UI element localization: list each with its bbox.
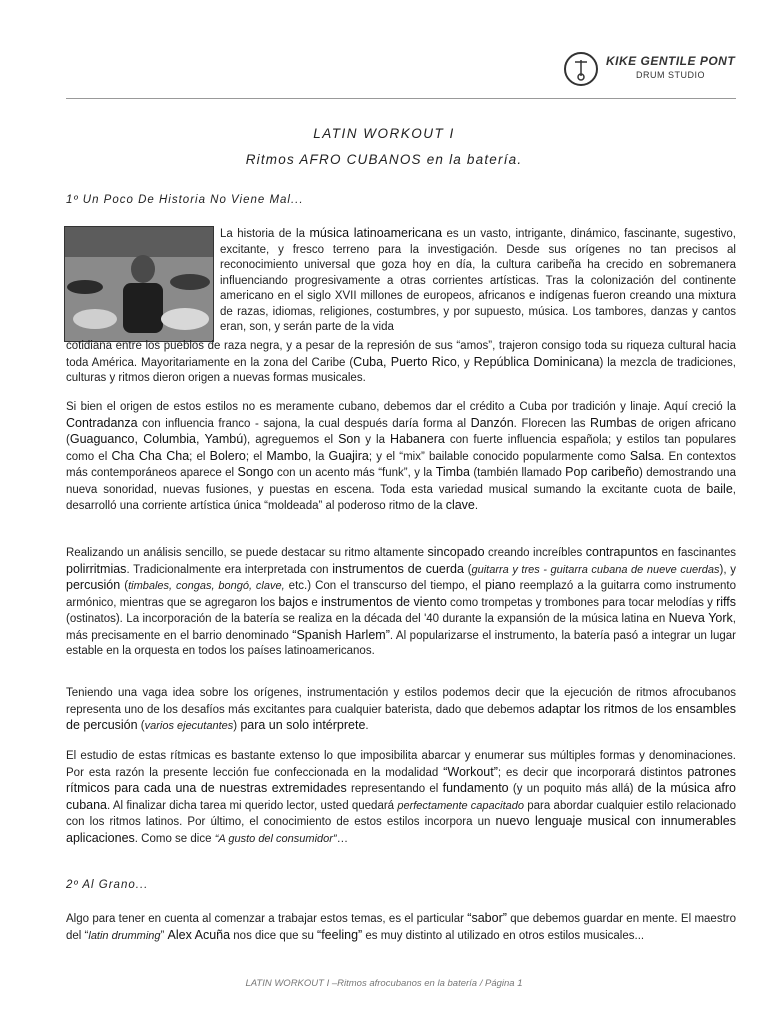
text-run: cotidiana entre los pueblos de raza negra, y a pesar de la represión de sus “amos”, trajeron consigo toda su riqueza cultural hacia toda América. Mayoritariamente en la zona del Caribe ( (66, 340, 736, 369)
italic-term: “A gusto del consumidor” (214, 832, 337, 845)
emphasis-term: Contradanza (66, 415, 138, 430)
emphasis-term: Danzón (470, 415, 514, 430)
text-run: , la (308, 450, 329, 463)
paragraph-challenge (66, 686, 736, 735)
text-run: ), y (719, 563, 736, 576)
page-title: LATIN WORKOUT I (313, 126, 455, 141)
italic-term: guitarra y tres - guitarra cubana de nueve cuerdas (471, 563, 720, 576)
text-run: ; es decir que incorporará distintos (497, 766, 688, 779)
emphasis-term: instrumentos de viento (321, 594, 447, 609)
text-run: ( (137, 720, 145, 732)
text-run: ( (463, 563, 472, 576)
text-run: . En contextos más contemporáneos aparece el (66, 450, 736, 479)
emphasis-term: Mambo (266, 448, 309, 463)
text-run: . Al finalizar dicha tarea mi querido lector, usted quedará (107, 799, 398, 812)
text-run: e (308, 596, 322, 609)
text-run: con influencia franco - sajona, la cual después daría forma al (137, 417, 471, 430)
drummer-logo-icon (564, 52, 598, 86)
text-run: El estudio de estas rítmicas es bastante extenso lo que imposibilita abarcar y enumerar sus múltiples formas y denominaciones. Por esta razón la presente lección fue confeccionada en la modalidad (66, 750, 736, 779)
emphasis-term: Nueva York (668, 611, 733, 625)
drummer-photo (64, 226, 214, 342)
text-run: ) la mezcla de tradiciones, culturas y ritmos dieron origen a nuevas formas musicales. (66, 356, 736, 384)
emphasis-term: música latinoamericana (309, 226, 443, 240)
emphasis-term: ensambles de percusión (66, 701, 736, 732)
text-run: con fuerte influencia española; y estilos tan populares como el (66, 434, 736, 463)
text-run: , desarrolló una corriente artística única “moldeada” al poderoso ritmo de la (66, 483, 736, 512)
emphasis-term: instrumentos de cuerda (332, 561, 464, 576)
text-run: Si bien el origen de estos estilos no es meramente cubano, debemos dar el crédito a Cuba por tradición y linaje. Aquí creció la (66, 401, 736, 413)
text-run: ) demostrando una nueva sonoridad, nuevas fusiones, y puestas en escena. Toda esta variedad musical sumando la excitante cuota de (66, 467, 736, 496)
emphasis-term: Songo (237, 465, 274, 479)
emphasis-term: Rumbas (590, 415, 637, 430)
italic-term: timbales, congas, bongó, clave, (128, 580, 285, 592)
text-run: . (474, 500, 479, 512)
emphasis-term: Guajira (328, 448, 369, 463)
text-run: . Florecen las (513, 417, 591, 430)
text-run: es muy distinto al utilizado en otros estilos musicales... (362, 929, 645, 942)
text-run: . Como se dice (134, 832, 215, 845)
text-run: ), agreguemos el (243, 434, 339, 446)
emphasis-term: Alex Acuña (167, 927, 231, 942)
text-run: creando increíbles (484, 547, 586, 559)
emphasis-term: Habanera (389, 432, 445, 446)
italic-term: varios ejecutantes (144, 720, 234, 732)
text-run: (ostinatos). La incorporación de la batería se realiza en la década del '40 durante la expansión de la música latina en (66, 613, 669, 625)
text-run: ; el (189, 450, 210, 463)
emphasis-term: República Dominicana (473, 354, 600, 369)
text-run: reemplazó a la guitarra como instrumento armónico, mientras que se agregaron los (66, 580, 736, 609)
emphasis-term: Timba (435, 465, 470, 479)
text-run: nos dice que su (230, 929, 318, 942)
logo-title: KIKE GENTILE PONT (606, 54, 736, 68)
section-heading-1: 1º Un Poco De Historia No Viene Mal... (66, 194, 304, 206)
text-run: Algo para tener en cuenta al comenzar a trabajar estos temas, es el particular (66, 913, 468, 925)
logo-subtitle: DRUM STUDIO (636, 70, 705, 80)
emphasis-term: Salsa (629, 448, 662, 463)
text-run: . (365, 720, 369, 732)
italic-term: latin drumming (88, 929, 161, 942)
paragraph-analysis (66, 545, 736, 660)
text-run: , y (456, 356, 474, 369)
emphasis-term: piano (485, 578, 516, 592)
emphasis-term: Cha Cha Cha (111, 448, 190, 463)
emphasis-term: nuevo lenguaje musical con innumerables aplicaciones (66, 814, 736, 845)
emphasis-term: para un solo intérprete (240, 718, 366, 732)
emphasis-term: polirritmias (66, 561, 127, 576)
paragraph-study (66, 749, 736, 847)
emphasis-term: “feeling” (317, 927, 363, 942)
emphasis-term: fundamento (442, 781, 509, 795)
text-run: en fascinantes (658, 547, 736, 559)
text-run: (y un poquito más allá) (508, 783, 638, 795)
page-footer: LATIN WORKOUT I –Ritmos afrocubanos en la batería / Página 1 (245, 978, 523, 989)
text-run: Realizando un análisis sencillo, se puede destacar su ritmo altamente (66, 547, 428, 559)
text-run: ) (233, 720, 241, 732)
section-heading-2: 2º Al Grano... (66, 879, 149, 891)
text-run: . Al popularizarse el instrumento, la batería pasó a integrar un lugar estable en la orquesta en todos los países latinoamericanos. (66, 629, 736, 657)
text-run: . Tradicionalmente era interpretada con (126, 563, 333, 576)
text-run: , más precisamente en el barrio denominado (66, 613, 736, 642)
page-subtitle: Ritmos AFRO CUBANOS en la batería. (245, 152, 523, 167)
text-run: es un vasto, intrigante, dinámico, fascinante, sugestivo, excitante, y fresco terreno para la investigación. Desde sus orígenes no tan precisos al reconocimiento universal que goza hoy en día, la cultura caribeña ha crecido en sobremanera influenciando progresivamente a otras corrientes artísticas. Tras la colonización del continente americano en el siglo XVII millones de europeos, africanos e indígenas fueron creando una mixtura de razas, idiomas, religiones, costumbres, y por supuesto, música. Los tambores, danzas y cantos eran, son, y serán parte de la vida (220, 228, 736, 333)
paragraph-origins (66, 400, 736, 515)
text-run: como trompetas y trombones para tocar melodías y (446, 596, 717, 609)
text-run: representando el (346, 783, 443, 795)
paragraph-intro-continued (66, 339, 736, 387)
emphasis-term: bajos (278, 594, 309, 609)
text-run: que debemos guardar en mente. El maestro del “ (66, 913, 736, 942)
text-run: ; el (245, 450, 267, 463)
paragraph-intro (220, 226, 736, 336)
text-run: Teniendo una vaga idea sobre los orígenes, instrumentación y estilos podemos decir que la ejecución de ritmos afrocubanos representa uno de los desafíos más excitantes para cualquier baterista, dado que debemos (66, 687, 736, 716)
text-run: etc.) Con el transcurso del tiempo, el (284, 580, 485, 592)
emphasis-term: adaptar los ritmos (538, 701, 638, 716)
emphasis-term: Son (338, 432, 361, 446)
text-run: para abordar cualquier estilo relacionado con los ritmos latinos. Por último, el conocimiento de estos estilos incorpora un (66, 799, 736, 828)
emphasis-term: Guaguanco, Columbia, Yambú (69, 432, 244, 446)
emphasis-term: Cuba, Puerto Rico (353, 354, 457, 369)
emphasis-term: “Spanish Harlem” (292, 627, 390, 642)
text-run: … (336, 832, 349, 845)
text-run: (también llamado (469, 467, 566, 479)
emphasis-term: clave (445, 498, 475, 512)
emphasis-term: patrones rítmicos para cada una de nuestras extremidades (66, 764, 736, 795)
text-run: y la (360, 434, 390, 446)
header-divider (66, 98, 736, 99)
text-run: de los (637, 703, 676, 716)
text-run: con un acento más “funk”, y la (273, 467, 436, 479)
studio-logo (560, 48, 750, 90)
emphasis-term: contrapuntos (585, 545, 659, 559)
emphasis-term: de la música afro cubana (66, 781, 737, 812)
text-run: La historia de la (220, 228, 310, 240)
text-run: de origen africano ( (66, 417, 736, 446)
text-run: ” (160, 929, 168, 942)
italic-term: perfectamente capacitado (397, 799, 524, 812)
emphasis-term: riffs (716, 594, 736, 609)
text-run: ( (120, 580, 129, 592)
emphasis-term: sincopado (427, 545, 485, 559)
emphasis-term: baile (706, 481, 733, 496)
paragraph-flavor (66, 911, 736, 944)
emphasis-term: Bolero (209, 448, 246, 463)
text-run: ; y el “mix” bailable conocido popularmente como (368, 450, 630, 463)
emphasis-term: percusión (66, 578, 121, 592)
emphasis-term: Pop caribeño (565, 465, 640, 479)
emphasis-term: “sabor” (467, 911, 507, 925)
emphasis-term: “Workout” (443, 764, 498, 779)
